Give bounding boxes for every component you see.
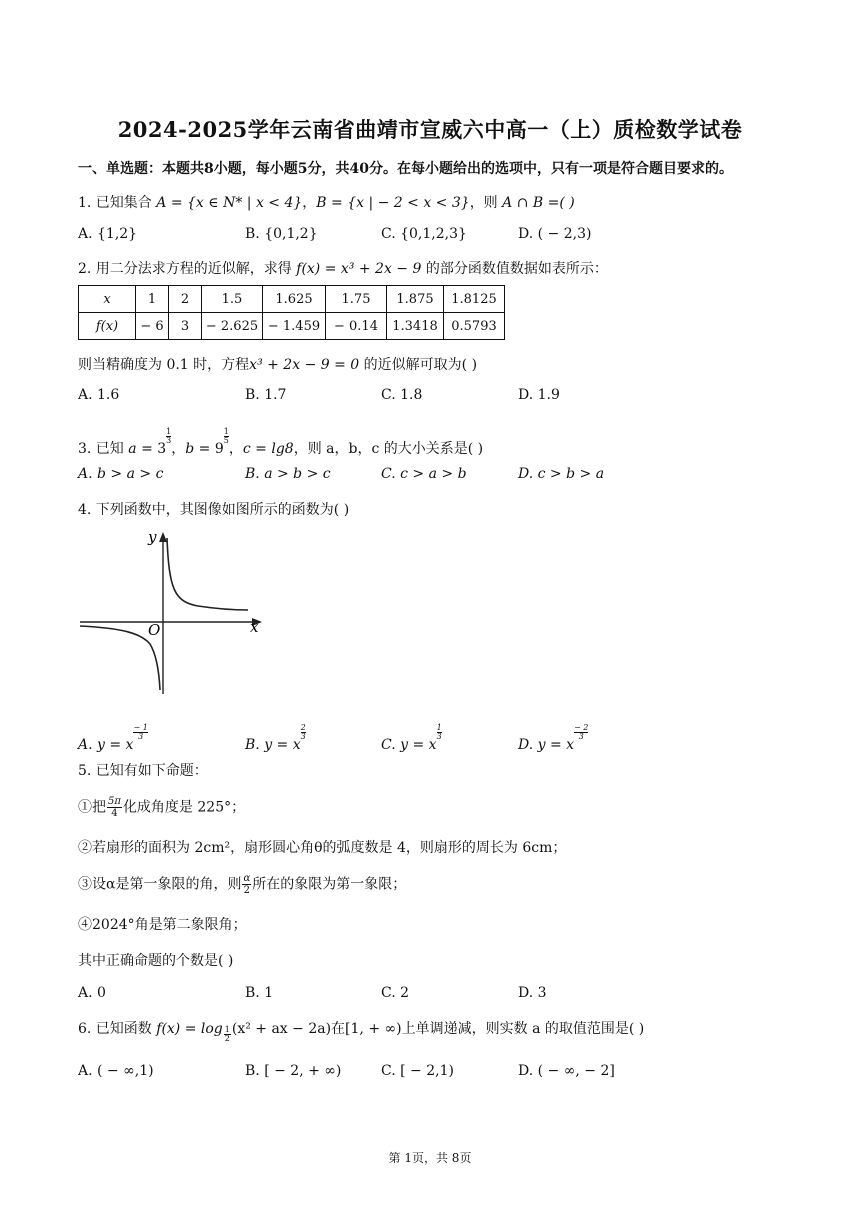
table-cell: 1.875 [387,286,444,313]
function-expr: f(x) = x³ + 2x − 9 [296,261,422,277]
table-cell: 3 [169,313,202,340]
proposition-4: ④2024°角是第二象限角； [78,917,247,933]
q6-option-d: D. ( − ∞, − 2] [518,1063,615,1079]
curve-right-branch [167,538,248,610]
q1-option-b: B. {0,1,2} [245,226,318,242]
proposition-1: ①把 $\frac{5\pi}{4}$ 化成角度是 225°； [78,796,246,819]
y-axis-arrow [159,532,167,542]
proposition-3: ③设α是第一象限的角，则 $\frac{\alpha}{2}$ 所在的象限为第一象限； [78,873,407,896]
q2-option-b: B. 1.7 [245,387,287,403]
table-cell: − 0.14 [326,313,387,340]
table-cell: 1.3418 [387,313,444,340]
q2-option-c: C. 1.8 [381,387,423,403]
table-cell: 1.8125 [444,286,505,313]
table-cell: 1.625 [263,286,326,313]
section-heading: 一、单选题：本题共8小题，每小题5分，共40分。在每小题给出的选项中，只有一项是符合题目要求的。 [78,161,733,177]
question-5: 5. 已知有如下命题： [78,763,208,779]
function-graph [78,528,268,696]
q4-option-a: A. y = x $\frac{- 1}{3}$ [78,723,148,753]
q2-option-d: D. 1.9 [518,387,560,403]
table-cell: − 6 [136,313,169,340]
page-title: 2024-2025学年云南省曲靖市宣威六中高一（上）质检数学试卷 [117,117,743,142]
question-5-ask: 其中正确命题的个数是( ) [78,953,234,969]
q4-option-b: B. y = x $\frac{2}{3}$ [245,723,306,753]
q1-option-a: A. {1,2} [78,226,138,242]
q6-option-a: A. ( − ∞,1) [78,1063,154,1079]
intersection-expr: A ∩ B =( ) [502,195,575,211]
q5-option-b: B. 1 [245,985,274,1001]
proposition-2: ②若扇形的面积为 2cm²，扇形圆心角θ的弧度数是 4，则扇形的周长为 6cm； [78,840,567,856]
q4-option-c: C. y = x $\frac{1}{3}$ [381,723,442,753]
y-axis-label: y [148,528,157,546]
q3-option-b: B. a > b > c [245,466,331,482]
table-cell: 1.75 [326,286,387,313]
q3-option-c: C. c > a > b [381,466,467,482]
q5-option-a: A. 0 [78,985,106,1001]
q6-option-c: C. [ − 2,1) [381,1063,454,1079]
table-cell: 0.5793 [444,313,505,340]
value-table [78,285,505,340]
q1-option-c: C. {0,1,2,3} [381,226,467,242]
q5-option-d: D. 3 [518,985,547,1001]
page-footer: 第 1页，共 8页 [388,1151,472,1165]
c-expr: c = lg8 [242,441,294,457]
q3-option-a: A. b > a > c [78,466,164,482]
question-1: 1. 已知集合 A = {x ∈ N* | x < 4}，B = {x | − 2 < x < 3}，则 A ∩ B =( ) [78,195,575,211]
table-row [79,313,505,340]
equation-expr: x³ + 2x − 9 = 0 [249,357,360,373]
table-cell: − 1.459 [263,313,326,340]
q2-option-a: A. 1.6 [78,387,120,403]
question-3: 3. 已知 a = 3 $\frac{1}{3}$ ，b = 9 $\frac{1}{5}$ ，c = lg8，则 a，b，c 的大小关系是( ) [78,427,484,457]
question-2-followup: 则当精确度为 0.1 时，方程x³ + 2x − 9 = 0 的近似解可取为( ) [78,357,478,373]
set-b: B = {x | − 2 < x < 3} [316,195,470,211]
table-header-cell: f(x) [79,313,136,340]
table-cell: 1 [136,286,169,313]
q4-option-d: D. y = x $\frac{- 2}{3}$ [518,723,589,753]
q1-option-d: D. ( − 2,3) [518,226,592,242]
table-cell: 2 [169,286,202,313]
question-6: 6. 已知函数 f(x) = log $_{\frac{1}{2}}$ (x² + ax − 2a)在[1, + ∞)上单调递减，则实数 a 的取值范围是( ) [78,1021,645,1043]
q5-option-c: C. 2 [381,985,410,1001]
q6-option-b: B. [ − 2, + ∞) [245,1063,342,1079]
origin-label: O [148,621,161,639]
question-4: 4. 下列函数中，其图像如图所示的函数为( ) [78,502,350,518]
question-2: 2. 用二分法求方程的近似解，求得 f(x) = x³ + 2x − 9 的部分函数值数据如表所示： [78,261,608,277]
table-row [79,286,505,313]
set-a: A = {x ∈ N* | x < 4} [156,195,303,211]
table-cell: − 2.625 [202,313,263,340]
table-header-cell: x [79,286,136,313]
table-cell: 1.5 [202,286,263,313]
x-axis-label: x [250,618,259,636]
q3-option-d: D. c > b > a [518,466,605,482]
